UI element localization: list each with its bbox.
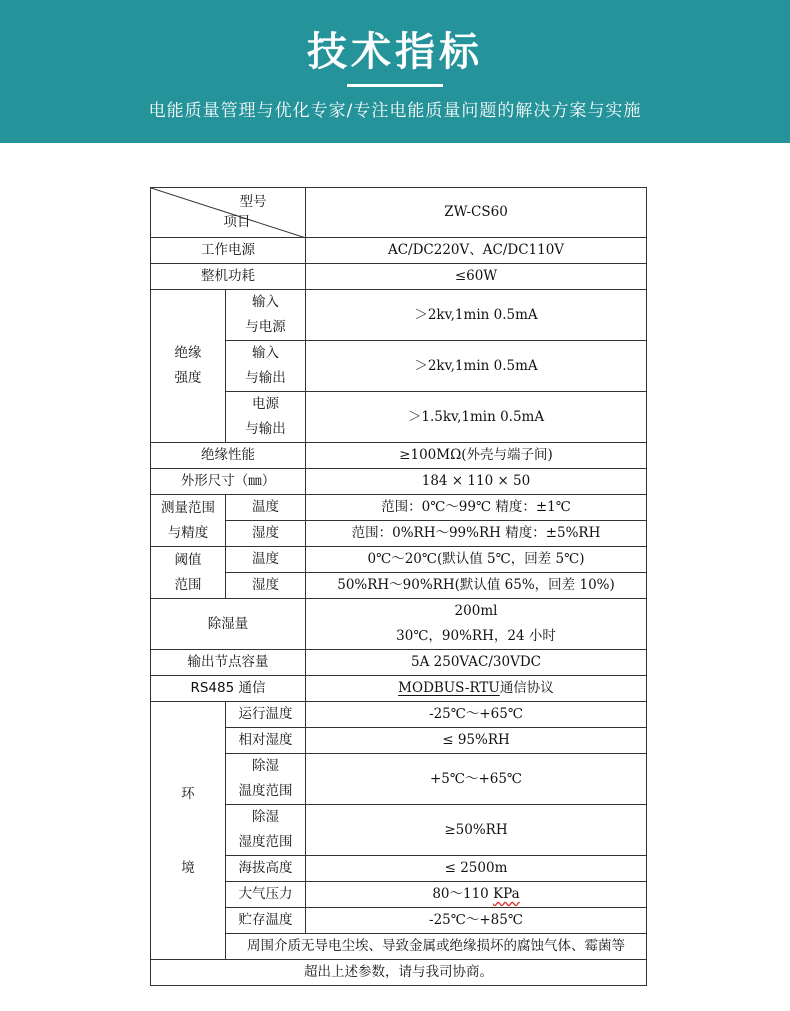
env-value: ≤ 2500m: [306, 856, 647, 882]
measure-sub-label: 湿度: [226, 521, 306, 547]
measure-value: 范围：0%RH～99%RH 精度：±5%RH: [306, 521, 647, 547]
spec-table: [150, 187, 647, 986]
table-row: [151, 754, 647, 805]
env-value: -25℃～+85℃: [306, 908, 647, 934]
env-sub-label: 大气压力: [226, 882, 306, 908]
table-row: [151, 290, 647, 341]
table-row: [151, 728, 647, 754]
env-value: ≥50%RH: [306, 805, 647, 856]
env-sub-label: 除湿 温度范围: [226, 754, 306, 805]
dehumid-value: 200ml 30℃，90%RH，24 小时: [306, 599, 647, 650]
pressure-unit: KPa: [493, 886, 520, 902]
model-value: ZW-CS60: [306, 188, 647, 238]
power-value: AC/DC220V、AC/DC110V: [306, 238, 647, 264]
table-row: [151, 882, 647, 908]
env-note: 周围介质无导电尘埃、导致金属或绝缘损坏的腐蚀气体、霉菌等: [226, 934, 647, 960]
insulation-sub-label: 输入 与输出: [226, 341, 306, 392]
table-row: [151, 341, 647, 392]
insulation-label: 绝缘 强度: [151, 290, 226, 443]
env-sub-label: 海拔高度: [226, 856, 306, 882]
table-row: [151, 599, 647, 650]
env-value: +5℃～+65℃: [306, 754, 647, 805]
power-label: 工作电源: [151, 238, 306, 264]
env-sub-label: 运行温度: [226, 702, 306, 728]
rs485-protocol: MODBUS-RTU: [398, 680, 500, 696]
env-sub-label: 贮存温度: [226, 908, 306, 934]
table-row: [151, 443, 647, 469]
table-row: [151, 960, 647, 986]
threshold-value: 0℃～20℃(默认值 5℃，回差 5℃): [306, 547, 647, 573]
header-banner: [0, 0, 790, 143]
page-subtitle: 电能质量管理与优化专家/专注电能质量问题的解决方案与实施: [148, 101, 642, 121]
insulation-value: ＞1.5kv,1min 0.5mA: [306, 392, 647, 443]
size-label: 外形尺寸（㎜）: [151, 469, 306, 495]
table-row: [151, 650, 647, 676]
table-row: [151, 856, 647, 882]
measure-sub-label: 温度: [226, 495, 306, 521]
footer-note: 超出上述参数，请与我司协商。: [151, 960, 647, 986]
contact-label: 输出节点容量: [151, 650, 306, 676]
table-row: [151, 188, 647, 238]
env-sub-label: 除湿 湿度范围: [226, 805, 306, 856]
dehumid-label: 除湿量: [151, 599, 306, 650]
page-title: 技术指标: [307, 29, 483, 75]
table-row: [151, 521, 647, 547]
contact-value: 5A 250VAC/30VDC: [306, 650, 647, 676]
table-row: [151, 547, 647, 573]
rs485-value: MODBUS-RTU通信协议: [306, 676, 647, 702]
env-value: -25℃～+65℃: [306, 702, 647, 728]
corner-item-label: 项目: [223, 214, 251, 230]
consumption-value: ≤60W: [306, 264, 647, 290]
table-row: [151, 573, 647, 599]
measure-label: 测量范围 与精度: [151, 495, 226, 547]
insulation-sub-label: 电源 与输出: [226, 392, 306, 443]
rs485-label: RS485 通信: [151, 676, 306, 702]
table-row: [151, 495, 647, 521]
table-row: [151, 392, 647, 443]
table-row: [151, 908, 647, 934]
env-value: 80～110 KPa: [306, 882, 647, 908]
corner-model-label: 型号: [239, 194, 267, 210]
table-row: [151, 238, 647, 264]
table-row: [151, 702, 647, 728]
insulation-perf-label: 绝缘性能: [151, 443, 306, 469]
env-value: ≤ 95%RH: [306, 728, 647, 754]
threshold-sub-label: 湿度: [226, 573, 306, 599]
measure-value: 范围：0℃～99℃ 精度：±1℃: [306, 495, 647, 521]
insulation-perf-value: ≥100MΩ(外壳与端子间): [306, 443, 647, 469]
threshold-label: 阈值 范围: [151, 547, 226, 599]
table-row: [151, 805, 647, 856]
table-row: [151, 264, 647, 290]
title-divider: [347, 84, 443, 87]
table-row: [151, 469, 647, 495]
insulation-value: ＞2kv,1min 0.5mA: [306, 290, 647, 341]
table-row: [151, 934, 647, 960]
insulation-value: ＞2kv,1min 0.5mA: [306, 341, 647, 392]
consumption-label: 整机功耗: [151, 264, 306, 290]
threshold-value: 50%RH～90%RH(默认值 65%，回差 10%): [306, 573, 647, 599]
env-label: 环 境: [151, 702, 226, 960]
size-value: 184 × 110 × 50: [306, 469, 647, 495]
corner-header-cell: [151, 188, 306, 238]
env-sub-label: 相对湿度: [226, 728, 306, 754]
insulation-sub-label: 输入 与电源: [226, 290, 306, 341]
table-row: [151, 676, 647, 702]
threshold-sub-label: 温度: [226, 547, 306, 573]
